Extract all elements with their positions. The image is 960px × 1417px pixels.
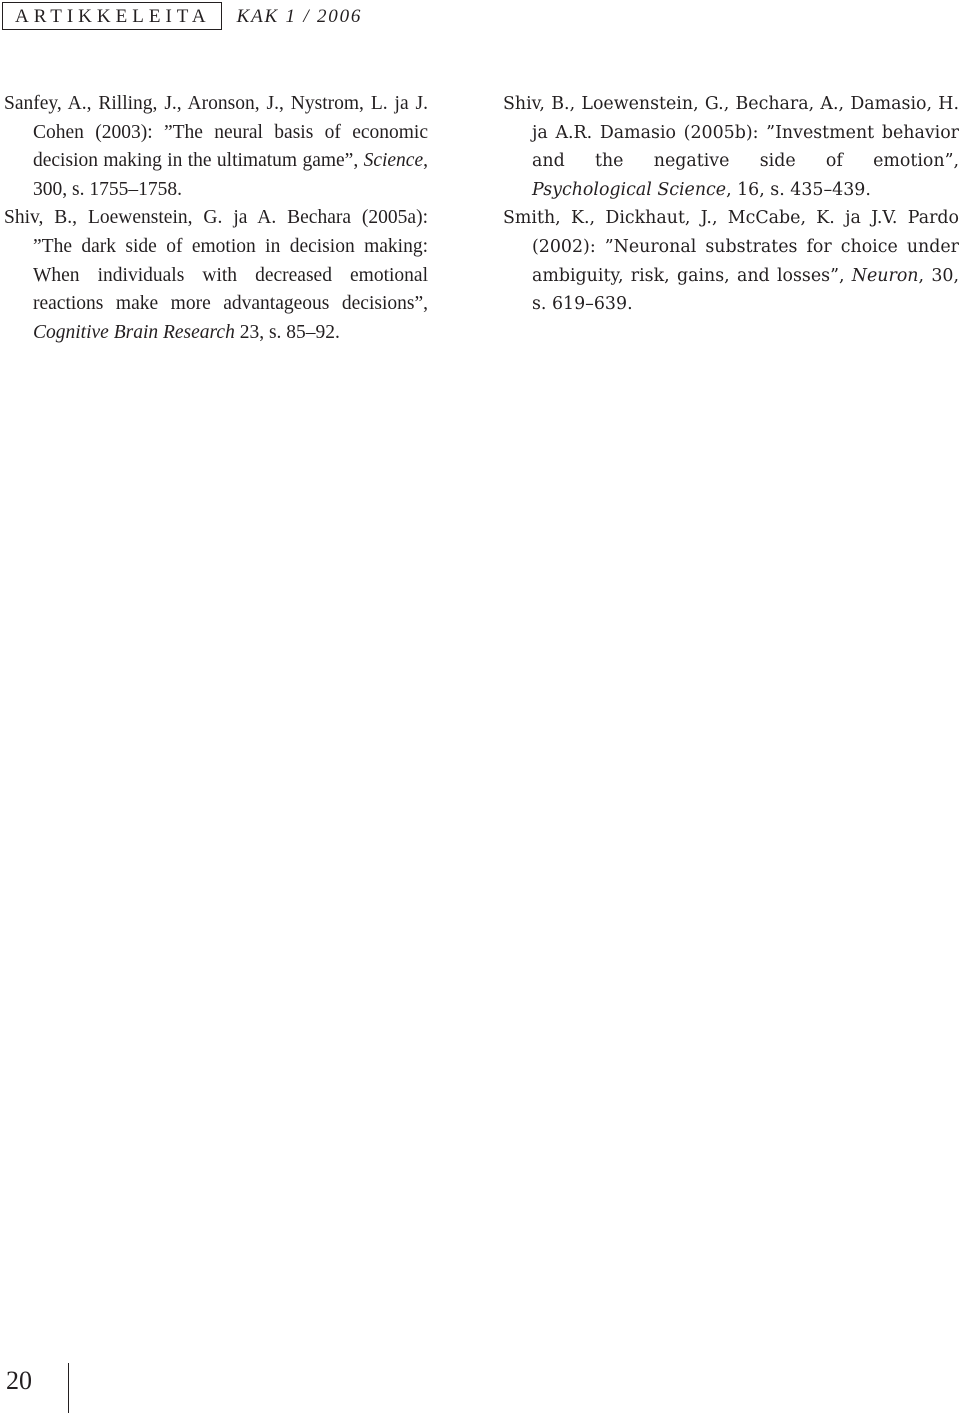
reference-journal: Cognitive Brain Research bbox=[33, 321, 235, 343]
reference-entry bbox=[4, 90, 428, 204]
reference-entry bbox=[503, 204, 959, 318]
reference-entry bbox=[4, 204, 428, 347]
reference-journal: Science bbox=[363, 150, 424, 172]
reference-entry bbox=[503, 90, 959, 204]
reference-details: , 16, s. 435–439. bbox=[726, 179, 871, 200]
journal-issue-label: KAK 1 / 2006 bbox=[236, 5, 363, 27]
reference-journal: Neuron bbox=[851, 265, 919, 286]
reference-details: , 30, s. 619–639. bbox=[532, 265, 959, 315]
reference-text: Sanfey, A., Rilling, J., Aronson, J., Nystrom, L. ja J. Cohen (2003): ”The neural basis of economic decision making in the ultimatum game”, bbox=[4, 93, 428, 172]
reference-text: Shiv, B., Loewenstein, G. ja A. Bechara (2005a): ”The dark side of emotion in decision making: When individuals with decreased emotional reactions make more advantageous decisions”, bbox=[4, 207, 428, 315]
reference-column-right bbox=[503, 90, 959, 319]
reference-text: Smith, K., Dickhaut, J., McCabe, K. ja J.V. Pardo (2002): ”Neuronal substrates for choice under ambiguity, risk, gains, and losses”, bbox=[503, 208, 959, 286]
reference-details: , 300, s. 1755–1758. bbox=[33, 150, 428, 200]
running-header bbox=[2, 2, 362, 30]
reference-column-left bbox=[4, 90, 428, 347]
reference-journal: Psychological Science bbox=[532, 179, 727, 200]
page-number: 20 bbox=[6, 1366, 32, 1395]
reference-text: Shiv, B., Loewenstein, G., Bechara, A., Damasio, H. ja A.R. Damasio (2005b): ”Investment behavior and the negative side of emotion”, bbox=[503, 94, 959, 172]
footer-divider bbox=[68, 1363, 69, 1413]
section-label: ARTIKKELEITA bbox=[2, 2, 222, 30]
reference-details: 23, s. 85–92. bbox=[234, 321, 340, 343]
